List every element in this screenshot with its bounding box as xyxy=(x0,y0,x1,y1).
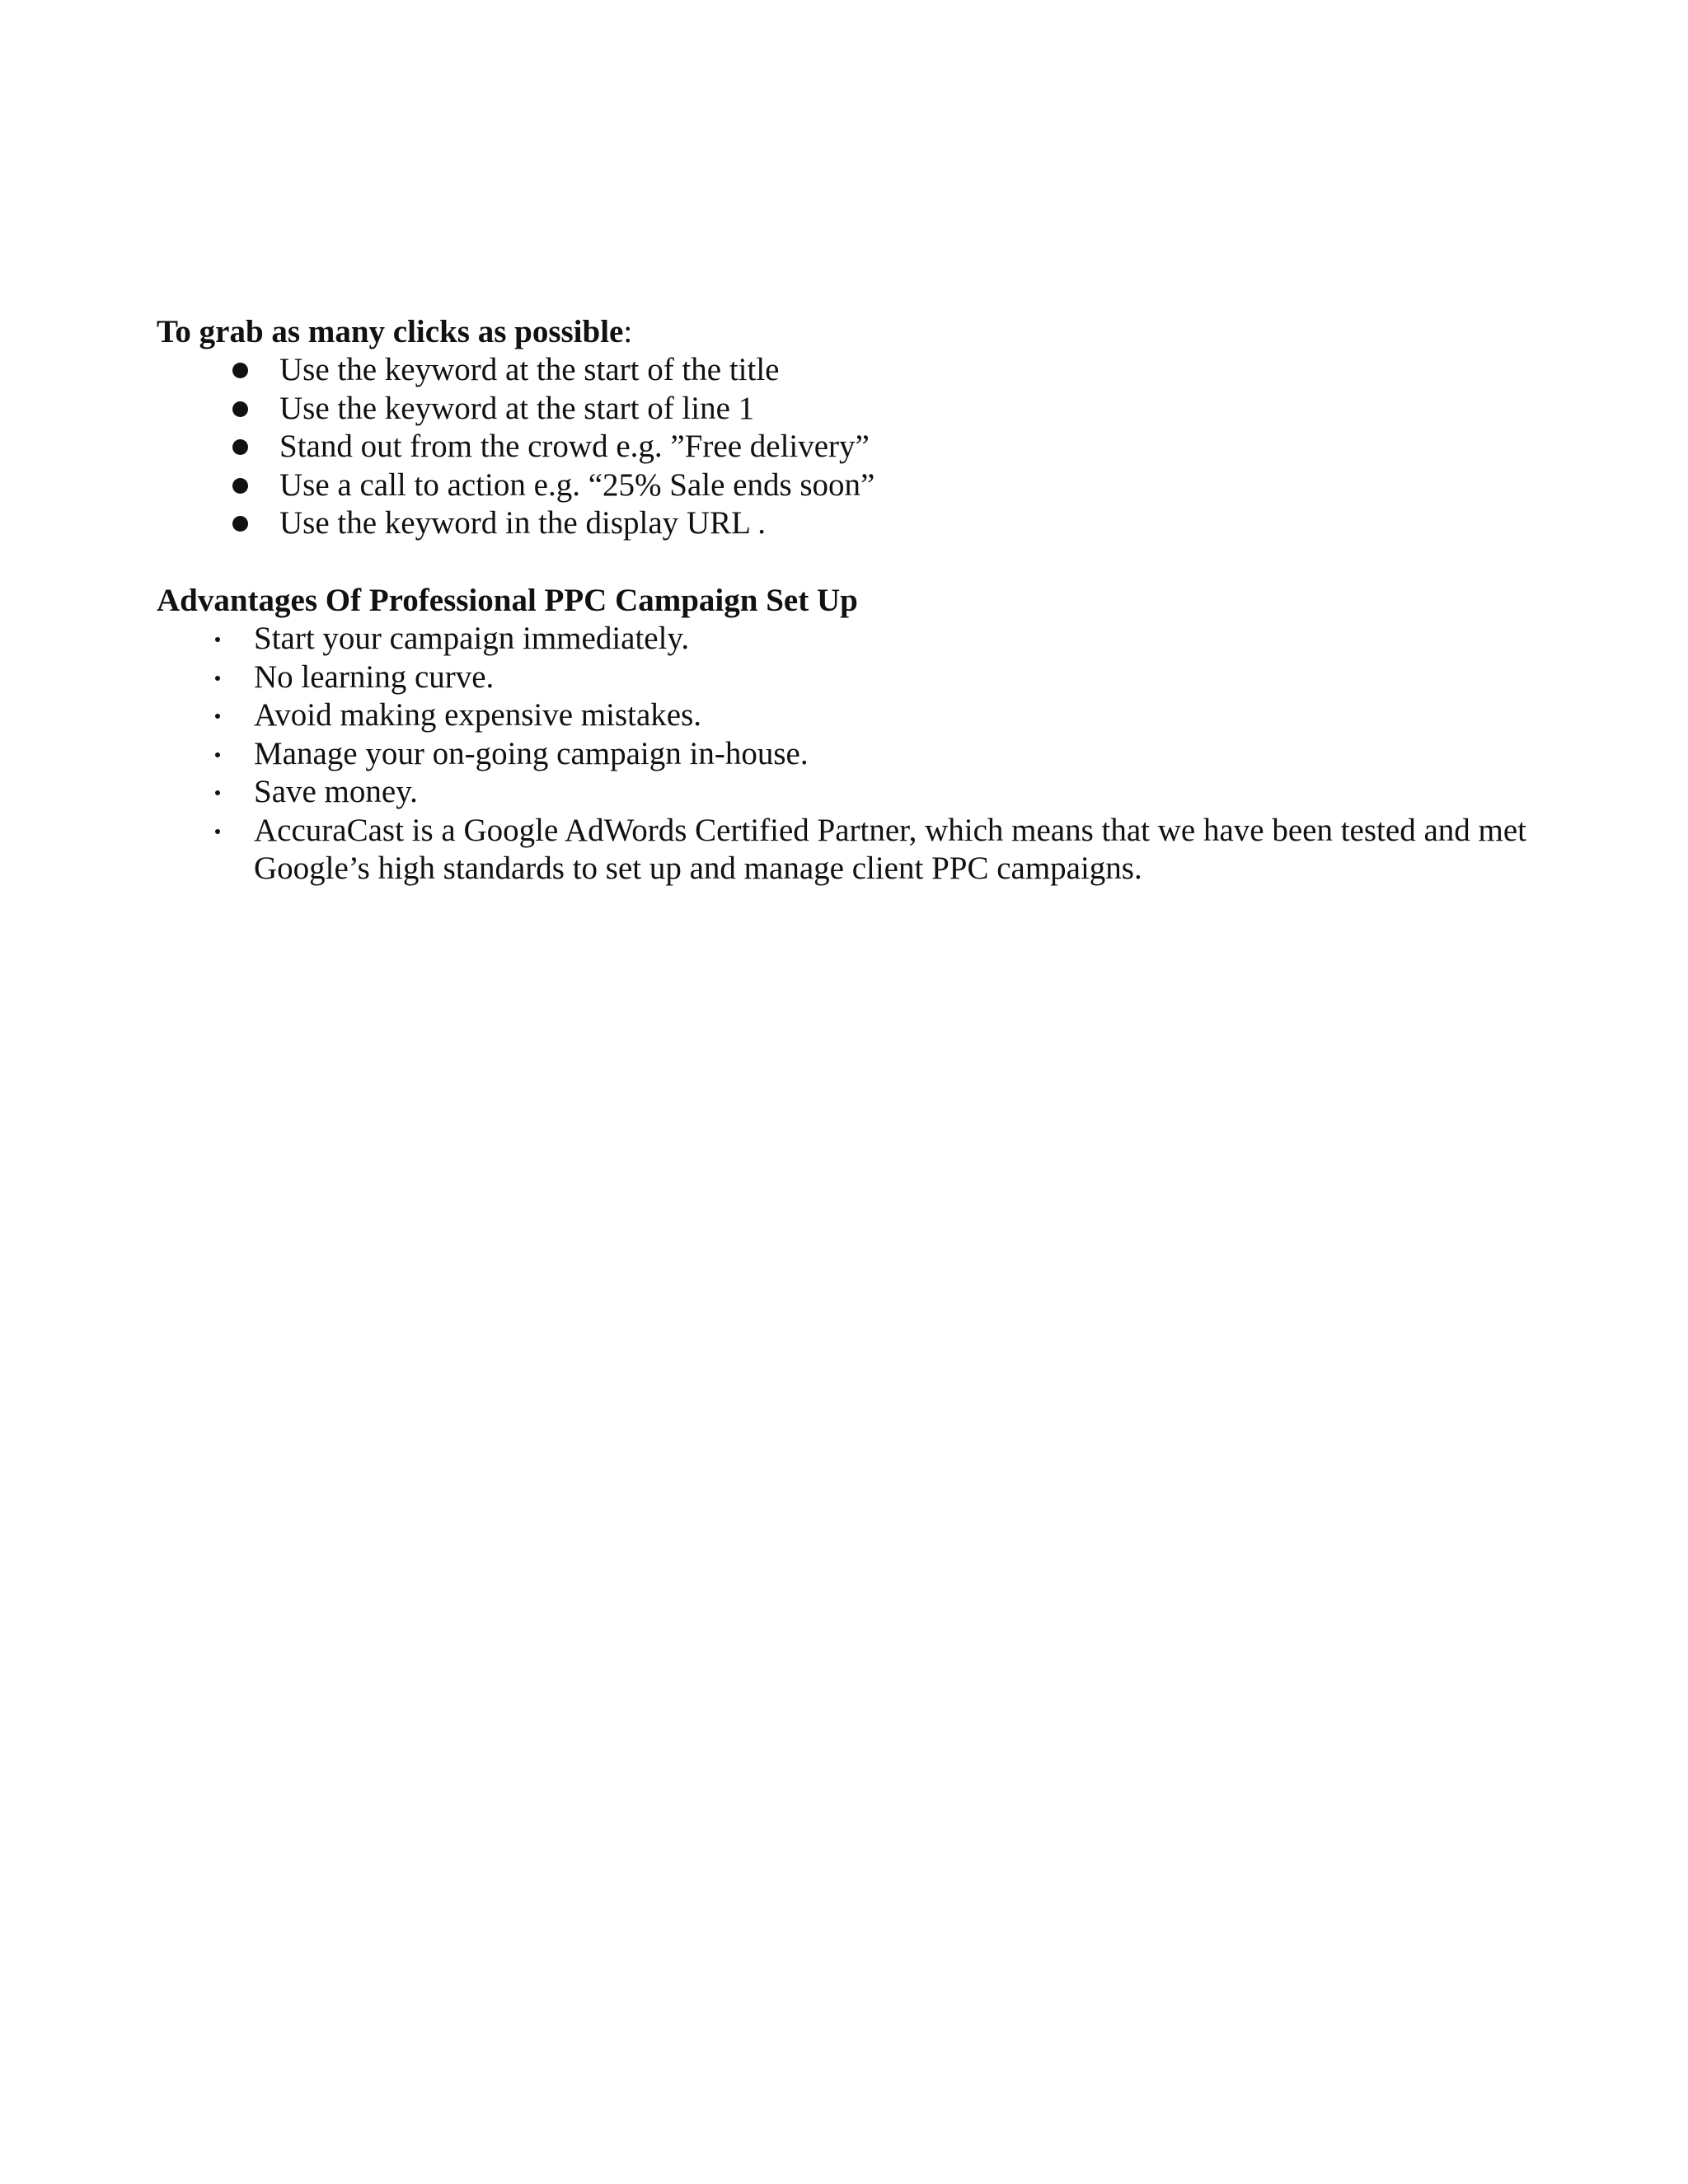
list-item xyxy=(157,428,1541,466)
clicks-tips-heading-bold: To grab as many clicks as possible xyxy=(157,314,624,349)
list-item-text: Use a call to action e.g. “25% Sale ends soon” xyxy=(279,466,875,503)
bullet-icon xyxy=(232,516,248,532)
clicks-tips-list xyxy=(157,351,1541,543)
list-item-text: Use the keyword at the start of the title xyxy=(279,352,780,387)
list-item xyxy=(157,812,1548,888)
bullet-icon xyxy=(232,401,248,417)
clicks-tips-section xyxy=(157,313,1541,543)
list-item-text: Use the keyword in the display URL . xyxy=(279,505,766,541)
advantages-list xyxy=(157,620,1541,888)
bullet-icon xyxy=(215,790,220,795)
bullet-icon xyxy=(215,829,220,834)
clicks-tips-heading xyxy=(157,313,1541,351)
advantages-heading-text: Advantages Of Professional PPC Campaign Set Up xyxy=(157,583,858,618)
list-item xyxy=(157,658,1541,697)
list-item xyxy=(157,620,1541,658)
list-item xyxy=(157,773,1541,812)
list-item-text: Manage your on-going campaign in-house. xyxy=(254,735,809,771)
advantages-heading xyxy=(157,582,1541,620)
bullet-icon xyxy=(215,637,220,642)
list-item-text: AccuraCast is a Google AdWords Certified Partner, which means that we have been tested and met Google’s high standards to set up and manage client PPC campaigns. xyxy=(254,812,1526,886)
list-item-text: Start your campaign immediately. xyxy=(254,621,690,656)
advantages-section xyxy=(157,582,1541,888)
bullet-icon xyxy=(232,439,248,455)
list-item-text: Stand out from the crowd e.g. ”Free delivery” xyxy=(279,429,870,464)
clicks-tips-heading-colon: : xyxy=(623,314,633,349)
list-item-text: Use the keyword at the start of line 1 xyxy=(279,390,755,426)
list-item xyxy=(157,390,1541,429)
list-item-text: No learning curve. xyxy=(254,658,495,695)
bullet-icon xyxy=(215,752,220,757)
list-item-text: Save money. xyxy=(254,774,418,809)
bullet-icon xyxy=(232,363,248,378)
list-item xyxy=(157,504,1541,543)
list-item-text: Avoid making expensive mistakes. xyxy=(254,697,702,733)
bullet-icon xyxy=(232,478,248,494)
list-item xyxy=(157,735,1541,774)
list-item xyxy=(157,696,1541,735)
list-item xyxy=(157,351,1541,390)
bullet-icon xyxy=(215,714,220,719)
list-item xyxy=(157,466,1541,505)
bullet-icon xyxy=(215,676,220,681)
